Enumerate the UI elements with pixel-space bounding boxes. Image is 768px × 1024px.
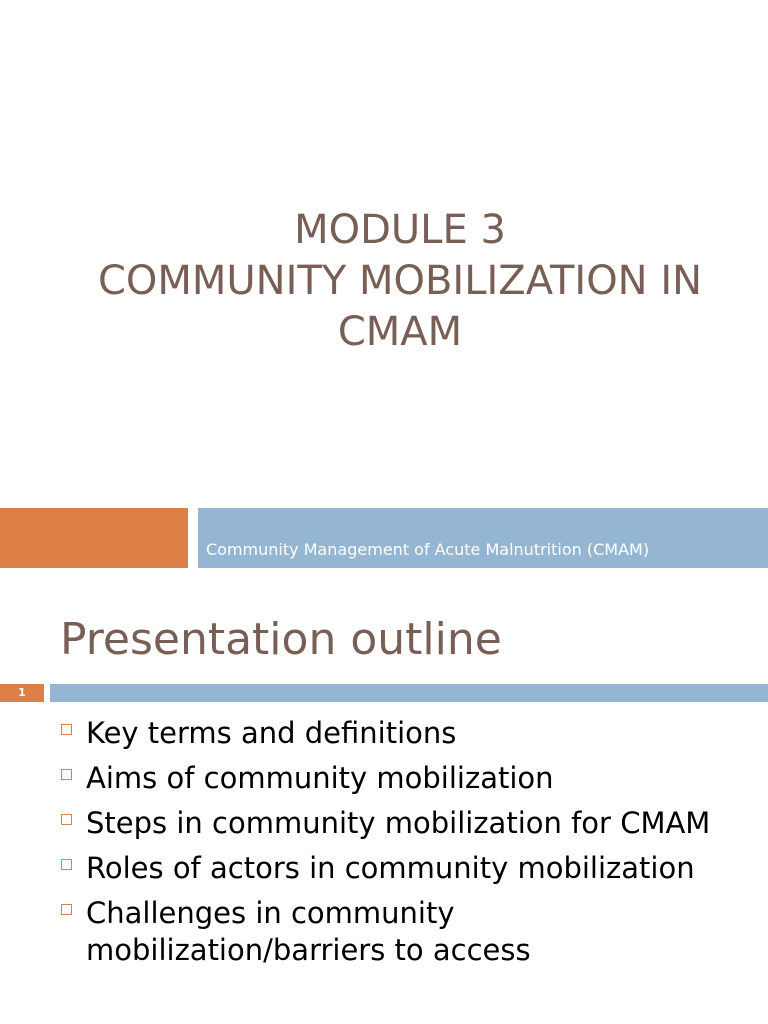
title-line-1: MODULE 3 [294, 207, 506, 253]
bullet-text: Steps in community mobilization for CMAM [86, 806, 711, 840]
bullet-text: Key terms and definitions [86, 716, 457, 750]
square-bullet-icon [61, 769, 72, 780]
bullet-list [60, 715, 720, 977]
square-bullet-icon [61, 724, 72, 735]
outline-title: Presentation outline [60, 614, 502, 665]
slide-title [0, 205, 768, 358]
footer-text: Community Management of Acute Malnutrition (CMAM) [206, 540, 650, 559]
divider-bar [50, 684, 768, 702]
outline-slide [0, 576, 768, 1024]
bullet-item [60, 760, 720, 797]
bullet-item [60, 850, 720, 887]
bullet-text: Aims of community mobilization [86, 761, 554, 795]
bullet-text: Roles of actors in community mobilization [86, 851, 695, 885]
bullet-item [60, 895, 720, 969]
square-bullet-icon [61, 859, 72, 870]
title-line-2: COMMUNITY MOBILIZATION IN [97, 258, 703, 304]
bullet-item [60, 715, 720, 752]
title-line-3: CMAM [337, 309, 463, 355]
square-bullet-icon [61, 814, 72, 825]
square-bullet-icon [61, 904, 72, 915]
bullet-item [60, 805, 720, 842]
page-number: 1 [0, 684, 44, 702]
bullet-text: Challenges in community mobilization/barriers to access [86, 896, 531, 967]
footer-orange-block [0, 508, 188, 568]
